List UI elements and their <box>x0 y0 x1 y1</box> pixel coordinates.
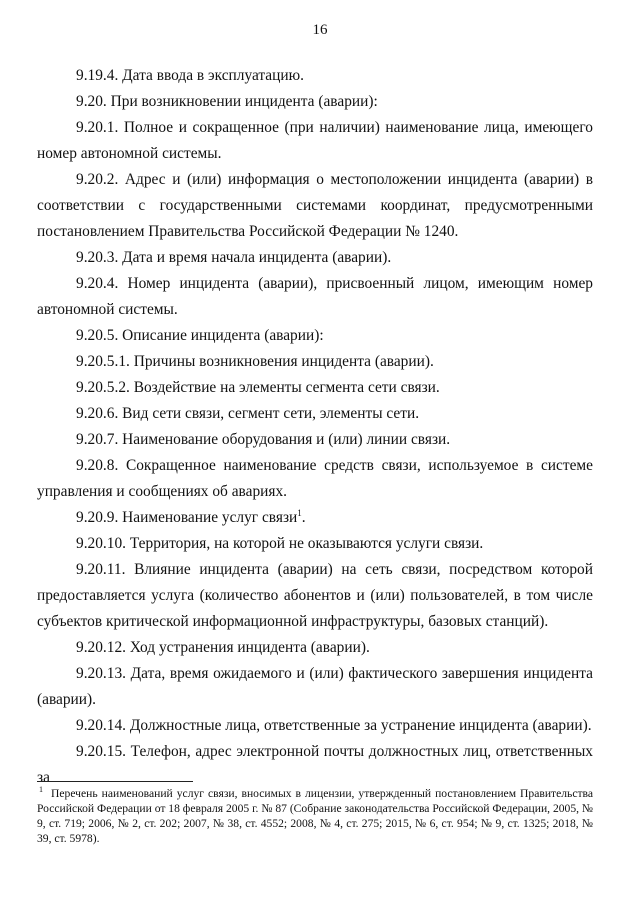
page-number: 16 <box>312 22 328 38</box>
paragraph-9-20-1: 9.20.1. Полное и сокращенное (при наличии) наименование лица, имеющего номер автономной системы. <box>37 119 593 162</box>
paragraph-9-20-6: 9.20.6. Вид сети связи, сегмент сети, элементы сети. <box>76 405 420 422</box>
paragraph-9-20-5-1: 9.20.5.1. Причины возникновения инцидента (аварии). <box>76 353 434 370</box>
paragraph-9-20-8: 9.20.8. Сокращенное наименование средств связи, используемое в системе управления и сообщениях об авариях. <box>37 457 593 500</box>
paragraph-9-20-3: 9.20.3. Дата и время начала инцидента (аварии). <box>76 249 392 266</box>
paragraph-9-20-9 <box>37 505 593 531</box>
paragraph-9-20-9-suffix: . <box>301 509 306 526</box>
paragraph-9-20-2: 9.20.2. Адрес и (или) информация о местоположении инцидента (аварии) в соответствии с государственными системами координат, предусмотренными постановлением Правительства Российской Федерации № 1240. <box>37 171 593 240</box>
paragraph-9-20-11: 9.20.11. Влияние инцидента (аварии) на сеть связи, посредством которой предоставляется услуга (количество абонентов и (или) пользователей, в том числе субъектов критической информационной инфраструктуры, базовых станций). <box>37 561 593 630</box>
footnote <box>37 786 593 846</box>
paragraph-9-20-15: 9.20.15. Телефон, адрес электронной почты должностных лиц, ответственных за <box>37 743 593 786</box>
footnote-reference: 1 <box>297 507 302 518</box>
paragraph-9-20-5: 9.20.5. Описание инцидента (аварии): <box>76 327 324 344</box>
paragraph-9-20-12: 9.20.12. Ход устранения инцидента (аварии). <box>76 639 370 656</box>
document-body <box>37 63 593 791</box>
paragraph-9-20-7: 9.20.7. Наименование оборудования и (или) линии связи. <box>76 431 451 448</box>
paragraph-9-20-9-text: 9.20.9. Наименование услуг связи <box>76 509 298 526</box>
footnote-text: Перечень наименований услуг связи, вносимых в лицензии, утвержденный постановлением Правительства Российской Федерации от 18 февраля 2005 г. № 87 (Собрание законодательства Российской Федерации, 2005, № 9, ст. 719; 2006, № 2, ст. 202; 2007, № 38, ст. 4552; 2008, № 4, ст. 275; 2015, № 6, ст. 954; № 9, ст. 1325; 2018, № 39, ст. 5978). <box>37 787 593 845</box>
paragraph-9-20-14: 9.20.14. Должностные лица, ответственные за устранение инцидента (аварии). <box>76 717 592 734</box>
footnote-mark: 1 <box>39 785 43 795</box>
footnote-divider <box>37 781 193 782</box>
paragraph-9-20-10: 9.20.10. Территория, на которой не оказываются услуги связи. <box>76 535 484 552</box>
paragraph-9-20-5-2: 9.20.5.2. Воздействие на элементы сегмента сети связи. <box>76 379 440 396</box>
paragraph-9-19-4: 9.19.4. Дата ввода в эксплуатацию. <box>76 67 304 84</box>
paragraph-9-20-13: 9.20.13. Дата, время ожидаемого и (или) фактического завершения инцидента (аварии). <box>37 665 593 708</box>
paragraph-9-20-4: 9.20.4. Номер инцидента (аварии), присвоенный лицом, имеющим номер автономной системы. <box>37 275 593 318</box>
paragraph-9-20: 9.20. При возникновении инцидента (аварии): <box>76 93 378 110</box>
